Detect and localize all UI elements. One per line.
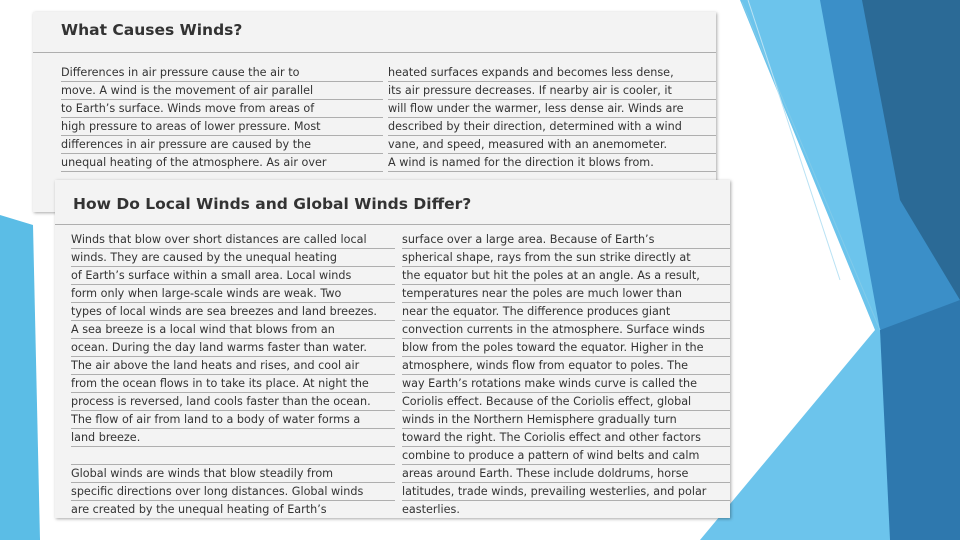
text-line: surface over a large area. Because of Earth’s	[402, 231, 730, 249]
text-line: are created by the unequal heating of Earth’s	[71, 501, 395, 518]
text-line: A sea breeze is a local wind that blows from an	[71, 321, 395, 339]
text-line: the equator but hit the poles at an angle. As a result,	[402, 267, 730, 285]
text-line: winds in the Northern Hemisphere gradually turn	[402, 411, 730, 429]
right-text-column	[402, 231, 730, 518]
text-line: winds. They are caused by the unequal heating	[71, 249, 395, 267]
text-line: A wind is named for the direction it blows from.	[388, 154, 716, 172]
text-line: to Earth’s surface. Winds move from areas of	[61, 100, 383, 118]
text-line: blow from the poles toward the equator. Higher in the	[402, 339, 730, 357]
text-line: of Earth’s surface within a small area. Local winds	[71, 267, 395, 285]
right-accent-bottom	[880, 300, 960, 540]
text-line: toward the right. The Coriolis effect and other factors	[402, 429, 730, 447]
text-line: from the ocean flows in to take its place. At night the	[71, 375, 395, 393]
text-line: way Earth’s rotations make winds curve is called the	[402, 375, 730, 393]
text-line: latitudes, trade winds, prevailing westerlies, and polar	[402, 483, 730, 501]
text-line: convection currents in the atmosphere. Surface winds	[402, 321, 730, 339]
text-line: move. A wind is the movement of air parallel	[61, 82, 383, 100]
text-line: will flow under the warmer, less dense air. Winds are	[388, 100, 716, 118]
text-line: process is reversed, land cools faster than the ocean.	[71, 393, 395, 411]
textbook-excerpt-local-vs-global-winds	[55, 180, 730, 518]
text-line: Coriolis effect. Because of the Coriolis effect, global	[402, 393, 730, 411]
right-text-column	[388, 64, 716, 172]
text-line: described by their direction, determined with a wind	[388, 118, 716, 136]
divider	[33, 52, 716, 53]
left-text-column	[61, 64, 383, 172]
text-line: specific directions over long distances. Global winds	[71, 483, 395, 501]
text-line: form only when large-scale winds are weak. Two	[71, 285, 395, 303]
section-title: What Causes Winds?	[61, 21, 243, 39]
text-line: types of local winds are sea breezes and land breezes.	[71, 303, 395, 321]
text-line: The flow of air from land to a body of water forms a	[71, 411, 395, 429]
text-line: unequal heating of the atmosphere. As air over	[61, 154, 383, 172]
text-line: atmosphere, winds flow from equator to poles. The	[402, 357, 730, 375]
text-line: areas around Earth. These include doldrums, horse	[402, 465, 730, 483]
text-line: differences in air pressure are caused by the	[61, 136, 383, 154]
text-line: land breeze.	[71, 429, 395, 447]
text-line: temperatures near the poles are much lower than	[402, 285, 730, 303]
left-text-column	[71, 231, 395, 518]
text-line: near the equator. The difference produces giant	[402, 303, 730, 321]
text-line: The air above the land heats and rises, and cool air	[71, 357, 395, 375]
left-accent-shape	[0, 215, 40, 540]
text-line: combine to produce a pattern of wind belts and calm	[402, 447, 730, 465]
text-line: spherical shape, rays from the sun strike directly at	[402, 249, 730, 267]
text-line: Differences in air pressure cause the air to	[61, 64, 383, 82]
divider	[55, 224, 730, 225]
text-line: Global winds are winds that blow steadily from	[71, 465, 395, 483]
text-line: easterlies.	[402, 501, 730, 518]
text-line	[71, 447, 395, 465]
text-line: its air pressure decreases. If nearby air is cooler, it	[388, 82, 716, 100]
section-title: How Do Local Winds and Global Winds Differ?	[73, 195, 472, 213]
text-line: ocean. During the day land warms faster than water.	[71, 339, 395, 357]
text-line: vane, and speed, measured with an anemometer.	[388, 136, 716, 154]
text-line: heated surfaces expands and becomes less dense,	[388, 64, 716, 82]
text-line: high pressure to areas of lower pressure. Most	[61, 118, 383, 136]
text-line: Winds that blow over short distances are called local	[71, 231, 395, 249]
